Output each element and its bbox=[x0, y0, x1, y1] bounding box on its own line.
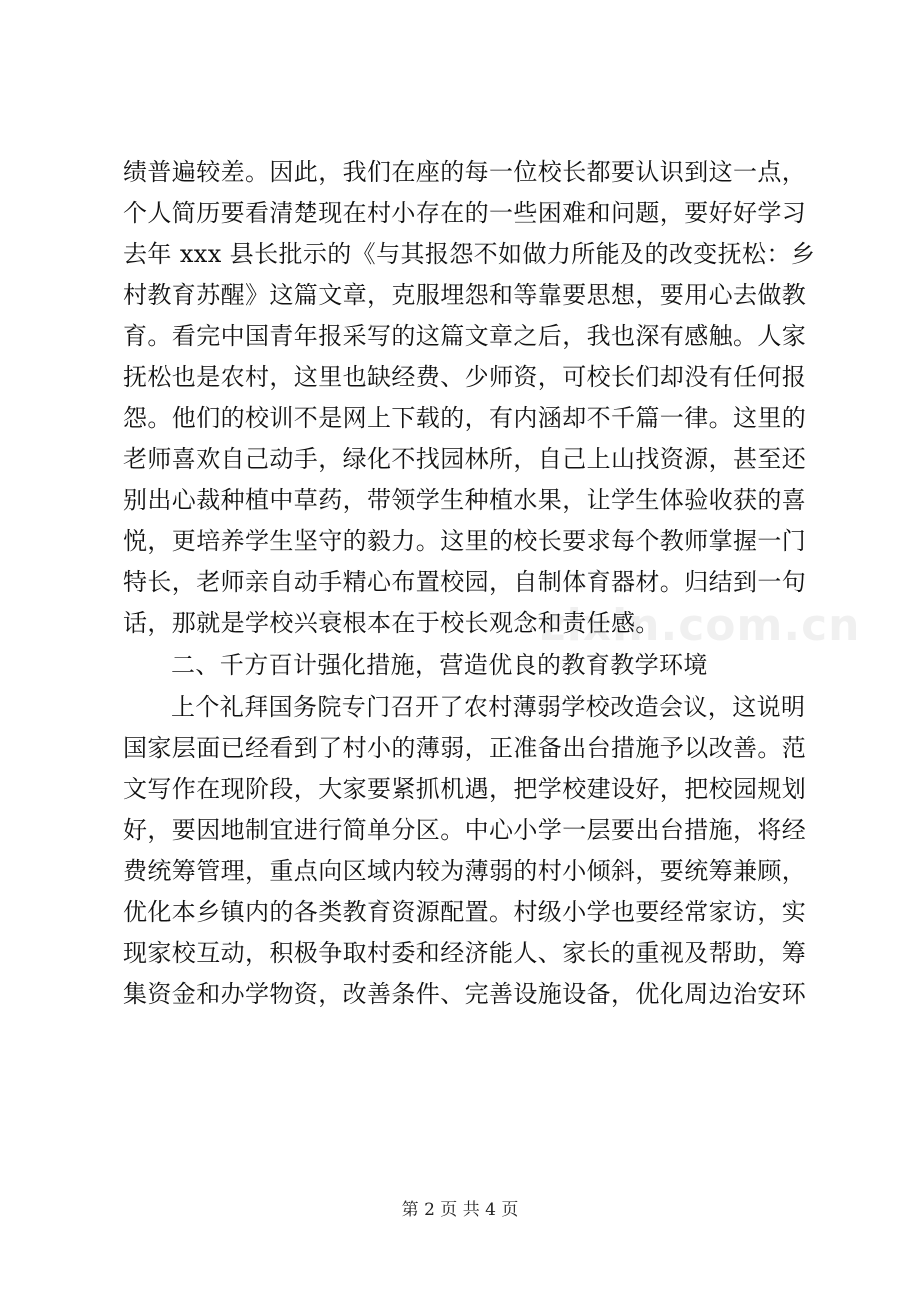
paragraph-line: 特长，老师亲自动手精心布置校园，自制体育器材。归结到一句 bbox=[123, 568, 807, 596]
paragraph-line: 悦，更培养学生坚守的毅力。这里的校长要求每个教师掌握一门 bbox=[123, 527, 807, 555]
paragraph-line: 优化本乡镇内的各类教育资源配置。村级小学也要经常家访，实 bbox=[123, 898, 807, 926]
paragraph-line: 怨。他们的校训不是网上下载的，有内涵却不千篇一律。这里的 bbox=[123, 404, 807, 432]
paragraph-line: 国家层面已经看到了村小的薄弱，正准备出台措施予以改善。范 bbox=[123, 734, 807, 762]
paragraph-line: 老师喜欢自己动手，绿化不找园林所，自己上山找资源，甚至还 bbox=[123, 445, 807, 473]
paragraph-line: 上个礼拜国务院专门召开了农村薄弱学校改造会议，这说明 bbox=[171, 693, 806, 721]
paragraph-line: 村教育苏醒》这篇文章，克服埋怨和等靠要思想，要用心去做教 bbox=[123, 281, 807, 309]
paragraph-line: 别出心裁种植中草药，带领学生种植水果，让学生体验收获的喜 bbox=[123, 486, 807, 514]
paragraph-line: 话，那就是学校兴衰根本在于校长观念和责任感。 bbox=[123, 609, 660, 637]
paragraph-line: 去年 xxx 县长批示的《与其报怨不如做力所能及的改变抚松：乡 bbox=[123, 240, 816, 268]
watermark: zixin.com.cn bbox=[540, 600, 861, 651]
paragraph-line: 费统筹管理，重点向区域内较为薄弱的村小倾斜，要统筹兼顾， bbox=[123, 857, 807, 885]
paragraph-line: 绩普遍较差。因此，我们在座的每一位校长都要认识到这一点， bbox=[123, 158, 807, 186]
paragraph-line: 文写作在现阶段，大家要紧抓机遇，把学校建设好，把校园规划 bbox=[123, 775, 807, 803]
paragraph-line: 抚松也是农村，这里也缺经费、少师资，可校长们却没有任何报 bbox=[123, 363, 807, 391]
paragraph-line: 好，要因地制宜进行简单分区。中心小学一层要出台措施，将经 bbox=[123, 816, 807, 844]
section-heading: 二、千方百计强化措施，营造优良的教育教学环境 bbox=[171, 651, 708, 679]
paragraph-line: 现家校互动，积极争取村委和经济能人、家长的重视及帮助，筹 bbox=[123, 939, 807, 967]
page-number-footer: 第 2 页 共 4 页 bbox=[401, 1200, 519, 1220]
paragraph-line: 个人简历要看清楚现在村小存在的一些困难和问题，要好好学习 bbox=[123, 199, 807, 227]
paragraph-line: 育。看完中国青年报采写的这篇文章之后，我也深有感触。人家 bbox=[123, 322, 807, 350]
paragraph-line: 集资金和办学物资，改善条件、完善设施设备，优化周边治安环 bbox=[123, 980, 807, 1008]
